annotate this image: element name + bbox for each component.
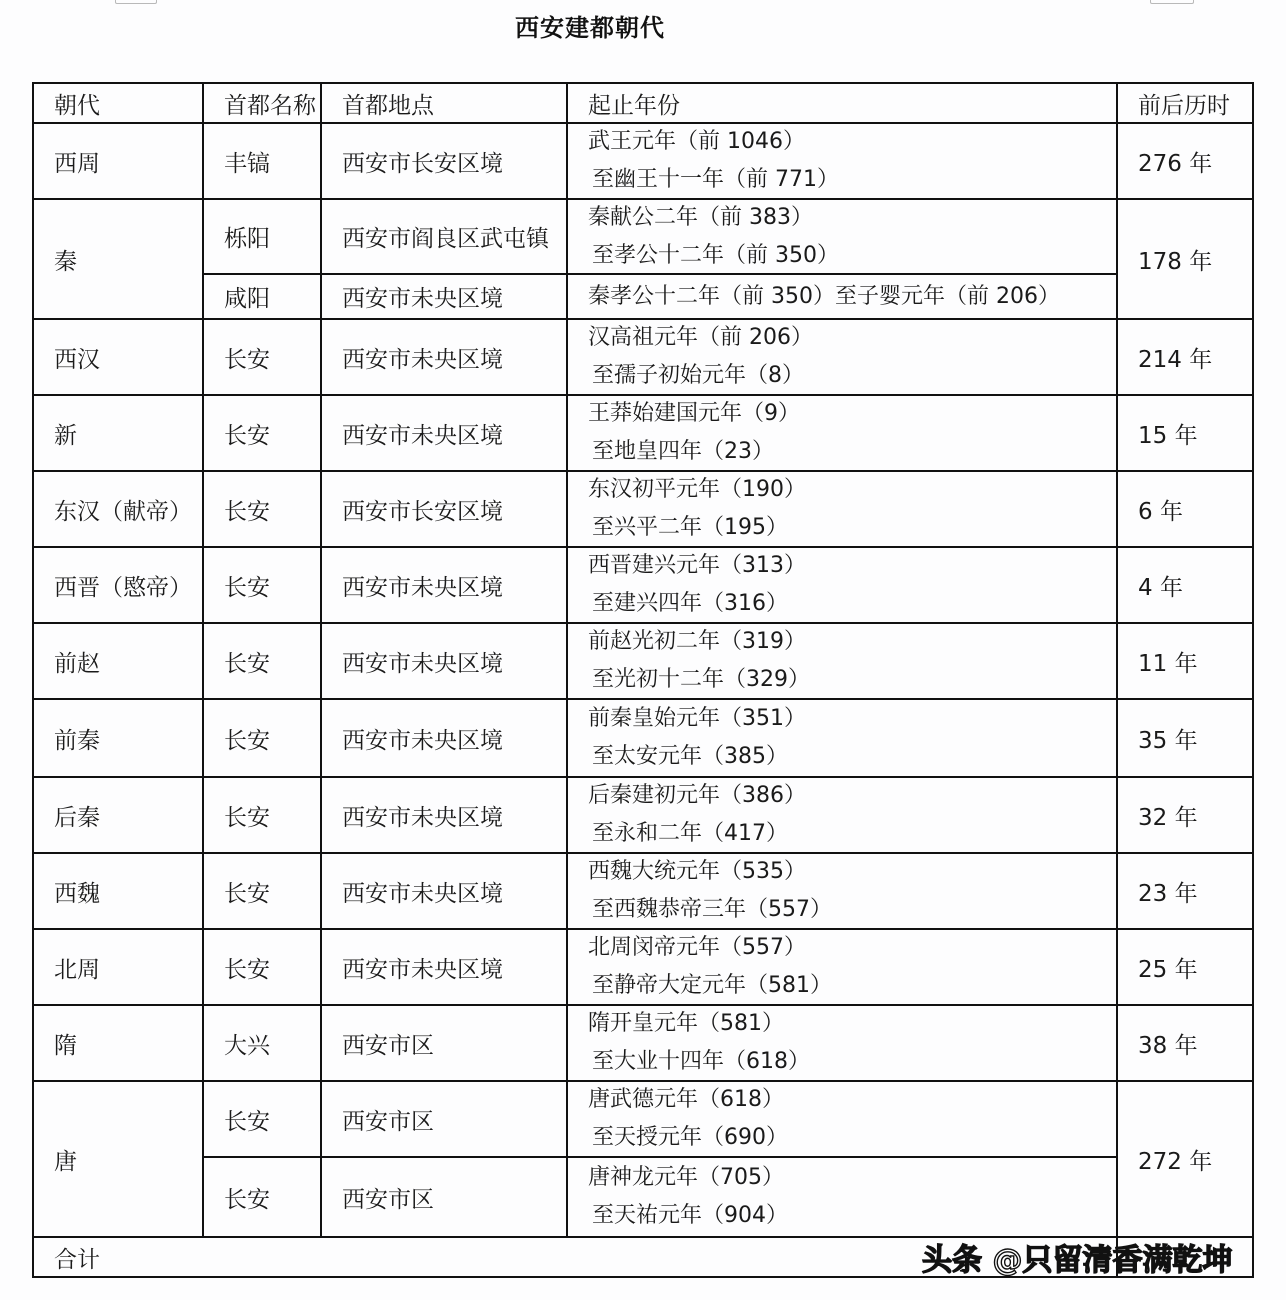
period-line: 秦献公二年（前 383）: [588, 204, 813, 230]
period-line: 至地皇四年（23）: [592, 439, 774, 464]
period-line: 至建兴四年（316）: [592, 591, 788, 616]
cell-capital-location: 西安市长安区境: [320, 122, 568, 200]
cell-capital-location: 西安市区: [320, 1156, 568, 1238]
page-edge-mark-left: [115, 0, 157, 4]
cell-period: [566, 698, 1118, 778]
cell-capital-name: 长安: [202, 394, 322, 472]
header-capital-name: 首都名称: [202, 82, 322, 124]
period-line: 西魏大统元年（535）: [588, 859, 806, 884]
cell-capital-location: 西安市区: [320, 1004, 568, 1082]
cell-duration: 35 年: [1116, 698, 1254, 778]
cell-dynasty: 西周: [32, 122, 204, 200]
cell-capital-name: 长安: [202, 546, 322, 624]
cell-period: [566, 1156, 1118, 1238]
period-line: 至孺子初始元年（8）: [592, 363, 804, 388]
period-line: 至大业十四年（618）: [592, 1049, 810, 1074]
period-line: 武王元年（前 1046）: [588, 129, 805, 154]
cell-duration: 276 年: [1116, 122, 1254, 200]
cell-capital-location: 西安市未央区境: [320, 622, 568, 700]
cell-period: [566, 928, 1118, 1006]
cell-dynasty: 唐: [32, 1080, 204, 1238]
cell-capital-name: 长安: [202, 1080, 322, 1158]
cell-duration: 272 年: [1116, 1080, 1254, 1238]
cell-capital-location: 西安市区: [320, 1080, 568, 1158]
cell-capital-name: 咸阳: [202, 273, 322, 320]
cell-period: [566, 394, 1118, 472]
cell-period: [566, 318, 1118, 396]
cell-period: [566, 470, 1118, 548]
cell-capital-location: 西安市未央区境: [320, 546, 568, 624]
cell-dynasty: 后秦: [32, 776, 204, 854]
cell-duration: 32 年: [1116, 776, 1254, 854]
period-line: 至太安元年（385）: [592, 744, 788, 769]
cell-duration: 25 年: [1116, 928, 1254, 1006]
cell-duration: 214 年: [1116, 318, 1254, 396]
period-line: 前秦皇始元年（351）: [588, 706, 806, 731]
cell-duration: 178 年: [1116, 198, 1254, 320]
cell-capital-location: 西安市阎良区武屯镇: [320, 198, 568, 275]
period-line: 至孝公十二年（前 350）: [592, 242, 839, 268]
cell-period: [566, 273, 1118, 320]
period-line: 唐武德元年（618）: [588, 1087, 784, 1112]
period-line: 前赵光初二年（319）: [588, 629, 806, 654]
period-line: 至天授元年（690）: [592, 1125, 788, 1150]
cell-dynasty: 东汉（献帝）: [32, 470, 204, 548]
cell-capital-name: 长安: [202, 698, 322, 778]
period-line: 至幽王十一年（前 771）: [592, 167, 839, 192]
cell-capital-name: 长安: [202, 852, 322, 930]
cell-capital-location: 西安市未央区境: [320, 318, 568, 396]
cell-capital-location: 西安市未央区境: [320, 928, 568, 1006]
cell-dynasty: 西魏: [32, 852, 204, 930]
period-line: 至天祐元年（904）: [592, 1203, 788, 1228]
cell-dynasty: 西晋（愍帝）: [32, 546, 204, 624]
total-label: 合计: [32, 1236, 1118, 1278]
cell-capital-location: 西安市未央区境: [320, 273, 568, 320]
page-edge-mark-right: [1150, 0, 1194, 4]
period-line: 至兴平二年（195）: [592, 515, 788, 540]
cell-dynasty: 秦: [32, 198, 204, 320]
header-duration: 前后历时: [1116, 82, 1254, 124]
period-line: 至静帝大定元年（581）: [592, 973, 832, 998]
cell-duration: 23 年: [1116, 852, 1254, 930]
period-line: 唐神龙元年（705）: [588, 1165, 784, 1190]
cell-duration: 11 年: [1116, 622, 1254, 700]
period-line: 至永和二年（417）: [592, 821, 788, 846]
cell-dynasty: 隋: [32, 1004, 204, 1082]
period-line: 至西魏恭帝三年（557）: [592, 897, 832, 922]
cell-period: [566, 1080, 1118, 1158]
cell-period: [566, 122, 1118, 200]
cell-dynasty: 新: [32, 394, 204, 472]
cell-capital-name: 栎阳: [202, 198, 322, 275]
period-line: 汉高祖元年（前 206）: [588, 325, 813, 350]
cell-capital-name: 丰镐: [202, 122, 322, 200]
cell-capital-location: 西安市未央区境: [320, 776, 568, 854]
period-line: 东汉初平元年（190）: [588, 477, 806, 502]
watermark: 头条 @只留清香满乾坤: [922, 1243, 1233, 1278]
cell-dynasty: 西汉: [32, 318, 204, 396]
cell-capital-name: 长安: [202, 318, 322, 396]
cell-capital-name: 长安: [202, 776, 322, 854]
period-line: 北周闵帝元年（557）: [588, 935, 806, 960]
period-line: 后秦建初元年（386）: [588, 783, 806, 808]
cell-duration: 38 年: [1116, 1004, 1254, 1082]
cell-duration: 6 年: [1116, 470, 1254, 548]
document-title: 西安建都朝代: [515, 14, 665, 42]
cell-period: [566, 776, 1118, 854]
header-capital-location: 首都地点: [320, 82, 568, 124]
header-period: 起止年份: [566, 82, 1118, 124]
period-line: 西晋建兴元年（313）: [588, 553, 806, 578]
cell-capital-name: 大兴: [202, 1004, 322, 1082]
cell-capital-name: 长安: [202, 928, 322, 1006]
period-line: 隋开皇元年（581）: [588, 1011, 784, 1036]
cell-dynasty: 前秦: [32, 698, 204, 778]
cell-capital-location: 西安市未央区境: [320, 852, 568, 930]
period-line: 王莽始建国元年（9）: [588, 401, 800, 426]
cell-capital-location: 西安市未央区境: [320, 394, 568, 472]
cell-capital-location: 西安市未央区境: [320, 698, 568, 778]
cell-period: [566, 852, 1118, 930]
cell-capital-name: 长安: [202, 622, 322, 700]
cell-dynasty: 北周: [32, 928, 204, 1006]
cell-capital-name: 长安: [202, 470, 322, 548]
cell-capital-name: 长安: [202, 1156, 322, 1238]
cell-period: [566, 622, 1118, 700]
cell-period: [566, 1004, 1118, 1082]
cell-dynasty: 前赵: [32, 622, 204, 700]
cell-capital-location: 西安市长安区境: [320, 470, 568, 548]
period-line: 秦孝公十二年（前 350）至子婴元年（前 206）: [588, 283, 1060, 309]
cell-period: [566, 546, 1118, 624]
cell-duration: 4 年: [1116, 546, 1254, 624]
cell-duration: 15 年: [1116, 394, 1254, 472]
header-dynasty: 朝代: [32, 82, 204, 124]
cell-period: [566, 198, 1118, 275]
period-line: 至光初十二年（329）: [592, 667, 810, 692]
